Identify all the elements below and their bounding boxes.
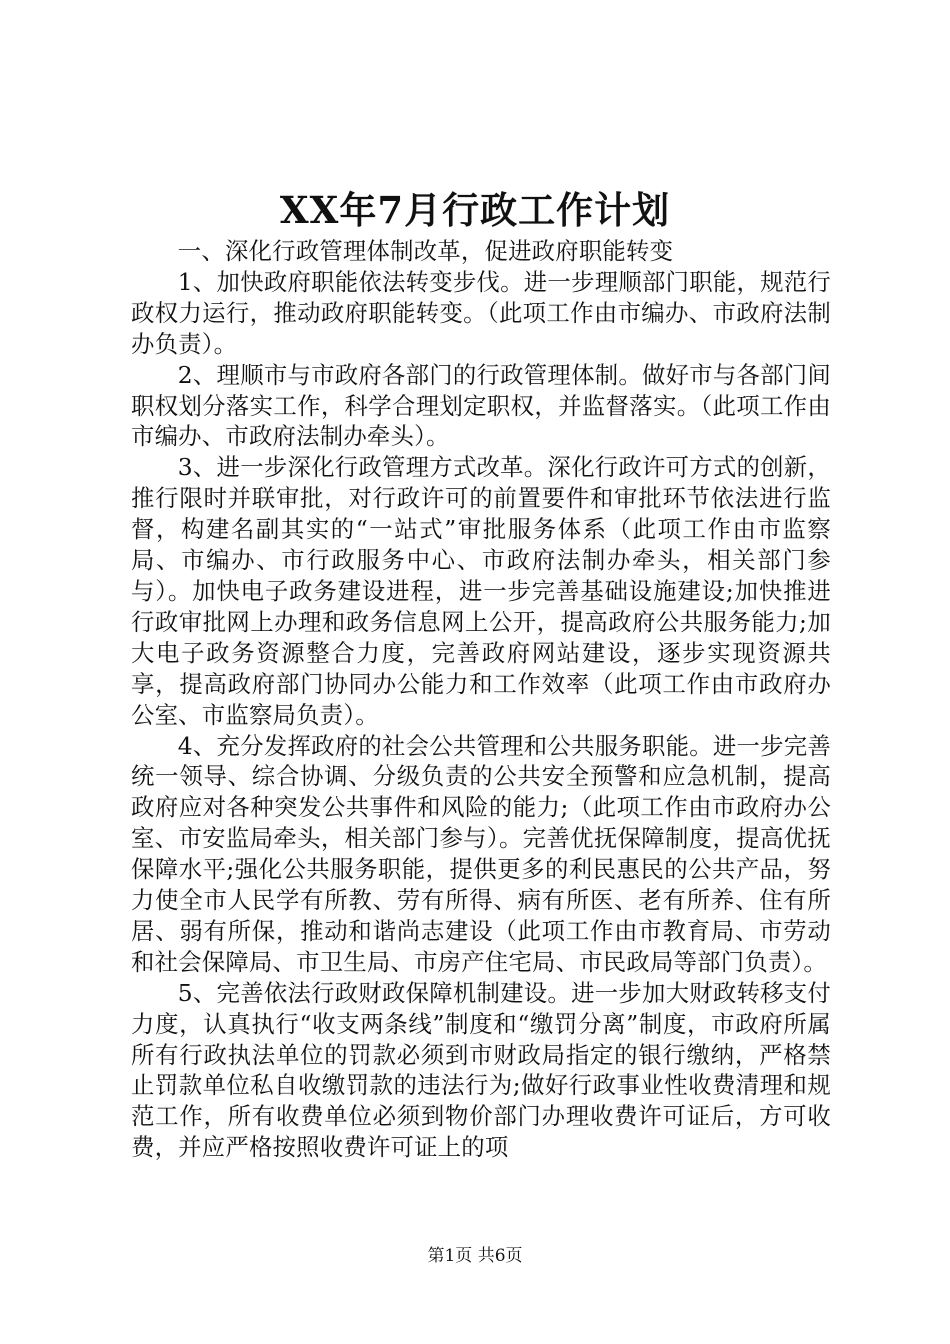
paragraph: 5、完善依法行政财政保障机制建设。进一步加大财政转移支付力度，认真执行“收支两条线”制度和“缴罚分离”制度，市政府所属所有行政执法单位的罚款必须到市财政局指定的银行缴纳，严格禁止罚款单位私自收缴罚款的违法行为;做好行政事业性收费清理和规范工作，所有收费单位必须到物价部门办理收费许可证后，方可收费，并应严格按照收费许可证上的项: [131, 978, 831, 1162]
paragraph: 2、理顺市与市政府各部门的行政管理体制。做好市与各部门间职权划分落实工作，科学合理划定职权，并监督落实。（此项工作由市编办、市政府法制办牵头）。: [131, 360, 831, 451]
section-heading: 一、深化行政管理体制改革，促进政府职能转变: [177, 237, 674, 265]
paragraph: 3、进一步深化行政管理方式改革。深化行政许可方式的创新，推行限时并联审批，对行政许可的前置要件和审批环节依法进行监督，构建名副其实的“一站式”审批服务体系（此项工作由市监察局、市编办、市行政服务中心、市政府法制办牵头，相关部门参与）。加快电子政务建设进程，进一步完善基础设施建设;加快推进行政审批网上办理和政务信息网上公开，提高政府公共服务能力;加大电子政务资源整合力度，完善政府网站建设，逐步实现资源共享，提高政府部门协同办公能力和工作效率（此项工作由市政府办公室、市监察局负责）。: [131, 453, 831, 729]
paragraph: 1、加快政府职能依法转变步伐。进一步理顺部门职能，规范行政权力运行，推动政府职能转变。（此项工作由市编办、市政府法制办负责）。: [131, 267, 831, 358]
document-title: XX年7月行政工作计划: [279, 188, 671, 232]
document-body: [131, 236, 831, 1163]
page-number-footer: 第1页 共6页: [427, 1246, 523, 1266]
paragraph: 4、充分发挥政府的社会公共管理和公共服务职能。进一步完善统一领导、综合协调、分级负责的公共安全预警和应急机制，提高政府应对各种突发公共事件和风险的能力;（此项工作由市政府办公室、市安监局牵头，相关部门参与）。完善优抚保障制度，提高优抚保障水平;强化公共服务职能，提供更多的利民惠民的公共产品，努力使全市人民学有所教、劳有所得、病有所医、老有所养、住有所居、弱有所保，推动和谐尚志建设（此项工作由市教育局、市劳动和社会保障局、市卫生局、市房产住宅局、市民政局等部门负责）。: [131, 731, 831, 976]
